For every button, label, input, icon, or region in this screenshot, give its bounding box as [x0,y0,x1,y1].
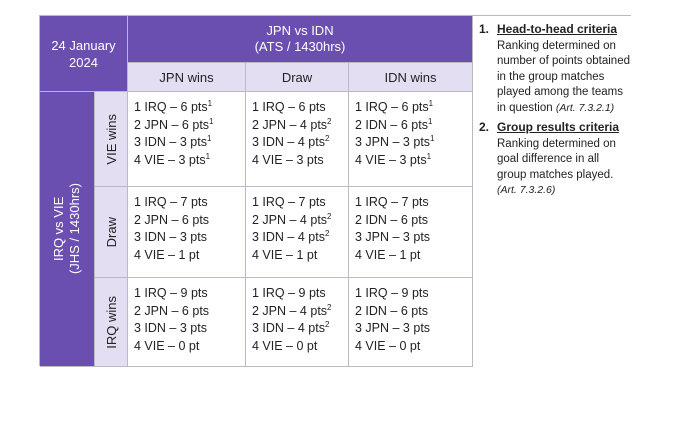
criteria-footnote-mark: 1 [428,98,434,108]
row-header-draw-label: Draw [103,216,119,248]
standing-text: 4 VIE – 1 pt [252,247,318,262]
col-header-draw: Draw [246,63,349,92]
standing-entry [134,134,214,152]
scenario-cell-vie-wins-jpn-wins [128,92,246,187]
criteria-footnote-mark: 2 [327,211,332,221]
standing-entry [355,194,430,212]
standing-entry [134,117,214,135]
scenario-cell-vie-wins-idn-wins [349,92,473,187]
standing-entry [355,99,435,117]
standing-text: 2 IDN – 6 pts [355,117,428,132]
scenario-cell-draw-idn-wins [349,187,473,278]
standing-text: 4 VIE – 3 pts [134,152,206,167]
note-2-title: Group results criteria [497,120,620,134]
standing-text: 2 JPN – 4 pts [252,303,328,318]
standing-entry [355,134,435,152]
note-1-title: Head-to-head criteria [497,22,618,36]
match-header-left [40,92,95,367]
standing-text: 1 IRQ – 6 pts [252,100,326,114]
match-header-top [128,16,473,63]
criteria-footnote-mark: 2 [327,302,332,312]
standing-text: 1 IRQ – 7 pts [134,195,208,209]
standing-text: 2 IDN – 6 pts [355,303,428,318]
scenario-cell-irq-wins-idn-wins [349,278,473,367]
criteria-footnote-mark: 1 [207,98,213,108]
standing-entry [134,194,209,212]
standing-text: 4 VIE – 3 pts [252,152,324,167]
standing-text: 3 IDN – 4 pts [252,230,325,244]
scenario-cell-irq-wins-draw [246,278,349,367]
standings-list [134,194,209,264]
standing-text: 3 IDN – 3 pts [134,135,207,149]
standing-entry [252,229,332,247]
standing-entry [252,194,332,212]
match-left-venue: (JHS / 1430hrs) [67,183,82,275]
match-top-venue: (ATS / 1430hrs) [254,39,346,54]
standing-entry [134,212,209,230]
criteria-footnote-mark: 1 [209,116,214,126]
scenario-cell-irq-wins-jpn-wins [128,278,246,367]
criteria-note-2 [477,120,631,199]
standing-entry [355,212,430,230]
standing-text: 1 IRQ – 9 pts [134,286,208,300]
standing-entry [134,303,209,321]
col-header-idn-wins: IDN wins [349,63,473,92]
standing-text: 4 VIE – 0 pt [134,338,200,353]
col-header-jpn-wins: JPN wins [128,63,246,92]
standing-text: 2 JPN – 6 pts [134,117,210,132]
note-1-reference: (Art. 7.3.2.1) [555,101,615,114]
standing-entry [355,117,435,135]
scenario-table [39,15,631,366]
standing-entry [134,338,209,356]
standing-entry [355,247,430,265]
row-header-irq-wins [95,278,128,367]
standing-text: 3 IDN – 4 pts [252,321,325,335]
standing-text: 3 JPN – 3 pts [355,230,431,244]
standing-entry [355,303,430,321]
criteria-footnote-mark: 2 [324,319,330,329]
standing-entry [134,229,209,247]
standing-entry [355,320,430,338]
criteria-footnote-mark: 1 [430,133,435,143]
criteria-note-1 [477,22,631,116]
standing-text: 4 VIE – 0 pt [355,338,421,353]
standing-entry [134,285,209,303]
standing-text: 4 VIE – 0 pt [252,338,318,353]
row-header-vie-wins [95,92,128,187]
standing-text: 1 IRQ – 9 pts [252,286,326,300]
standing-text: 4 VIE – 1 pt [134,247,200,262]
date-line-2: 2024 [69,54,98,70]
standing-entry [355,285,430,303]
standing-text: 2 JPN – 6 pts [134,212,210,227]
standing-text: 2 JPN – 4 pts [252,212,328,227]
scenario-cell-draw-draw [246,187,349,278]
standing-text: 1 IRQ – 6 pts [355,100,429,114]
standing-entry [355,229,430,247]
standings-list [252,285,332,355]
standing-entry [134,152,214,170]
standing-text: 2 IDN – 6 pts [355,212,428,227]
standing-entry [134,99,214,117]
standing-entry [134,247,209,265]
match-top-title: JPN vs IDN [266,23,334,38]
note-2-body: Ranking determined on goal difference in all group matches played. [497,137,616,181]
standing-text: 1 IRQ – 6 pts [134,100,208,114]
standing-entry [252,303,332,321]
criteria-footnote-mark: 2 [327,116,332,126]
standings-list [355,99,435,169]
standing-entry [252,285,332,303]
date-header [40,16,128,92]
standing-text: 2 JPN – 4 pts [252,117,328,132]
standing-text: 1 IRQ – 7 pts [252,195,326,209]
standing-entry [252,212,332,230]
standing-text: 4 VIE – 1 pt [355,247,421,262]
standing-text: 3 IDN – 3 pts [134,230,207,244]
standing-text: 3 JPN – 3 pts [355,135,431,149]
note-1-body: Ranking determined on number of points obtained in the group matches played among the teams in question [497,39,630,114]
criteria-footnote-mark: 1 [426,151,432,161]
standing-entry [134,320,209,338]
date-line-1: 24 January [51,37,116,53]
standing-entry [252,134,332,152]
criteria-footnote-mark: 1 [206,133,212,143]
scenario-cell-vie-wins-draw [246,92,349,187]
standing-entry [355,338,430,356]
standing-entry [355,152,435,170]
row-header-draw [95,187,128,278]
note-1-number: 1. [479,22,490,36]
standing-text: 1 IRQ – 7 pts [355,195,429,209]
criteria-footnote-mark: 1 [427,116,433,126]
standings-list [134,285,209,355]
standing-entry [252,338,332,356]
criteria-footnote-mark: 2 [324,133,330,143]
standing-text: 3 JPN – 3 pts [355,321,431,335]
scenario-cell-draw-jpn-wins [128,187,246,278]
standing-entry [252,320,332,338]
standing-text: 1 IRQ – 9 pts [355,286,429,300]
criteria-panel [473,16,631,367]
standings-list [252,99,332,169]
row-header-vie-wins-label: VIE wins [103,113,119,165]
standings-list [134,99,214,169]
standing-text: 2 JPN – 6 pts [134,303,210,318]
standings-list [355,285,430,355]
note-2-number: 2. [479,120,490,134]
match-left-title: IRQ vs VIE [51,196,66,262]
row-header-irq-wins-label: IRQ wins [103,295,119,349]
standing-entry [252,117,332,135]
criteria-footnote-mark: 1 [205,151,211,161]
standing-text: 4 VIE – 3 pts [355,152,427,167]
note-2-reference: (Art. 7.3.2.6) [497,184,556,196]
standing-text: 3 IDN – 4 pts [252,135,325,149]
standing-entry [252,247,332,265]
standing-text: 3 IDN – 3 pts [134,321,207,335]
standings-list [252,194,332,264]
criteria-footnote-mark: 2 [324,228,330,238]
standings-list [355,194,430,264]
standing-entry [252,152,332,170]
standing-entry [252,99,332,117]
